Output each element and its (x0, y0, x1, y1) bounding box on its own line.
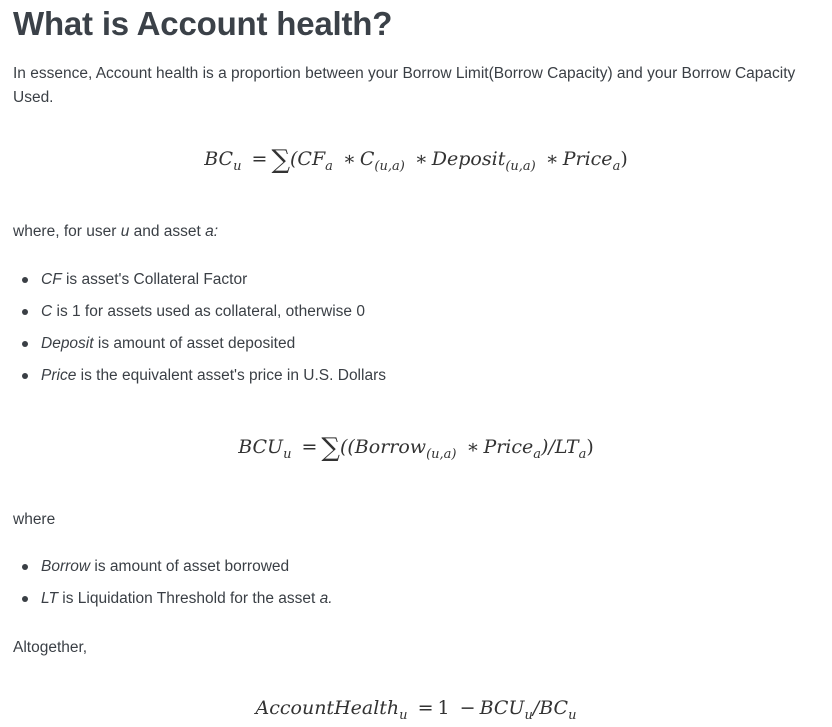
borrow-capacity-definitions (0, 268, 386, 396)
list-item: Price is the equivalent asset's price in U.S. Dollars (0, 364, 386, 396)
list-item: C is 1 for assets used as collateral, otherwise 0 (0, 300, 386, 332)
borrow-capacity-used-definitions (0, 555, 333, 619)
altogether-text: Altogether, (13, 639, 88, 656)
where-user-asset-text: where, for user u and asset a: (13, 223, 219, 240)
page-title: What is Account health? (13, 5, 393, 42)
borrow-capacity-formula: $BC_u = \sum(CF_a$ ∗ $C_{(u,a)}$ ∗ Deposit$_{(u,a)}$ ∗ Price$_a$) (204, 145, 628, 175)
account-health-formula: AccountHealth$_u$ = $1 - BCU_u/BC_u$ (255, 697, 577, 723)
list-item: Borrow is amount of asset borrowed (0, 555, 333, 587)
list-item: Deposit is amount of asset deposited (0, 332, 386, 364)
bullet-icon (22, 596, 28, 602)
bullet-icon (22, 277, 28, 283)
bullet-icon (22, 373, 28, 379)
where-text: where (13, 511, 56, 528)
bullet-icon (22, 564, 28, 570)
bullet-icon (22, 341, 28, 347)
bullet-icon (22, 309, 28, 315)
intro-paragraph: In essence, Account health is a proportion between your Borrow Limit(Borrow Capacity) and your Borrow Capacity Used. (13, 65, 796, 106)
list-item: LT is Liquidation Threshold for the asset a. (0, 587, 333, 619)
list-item: CF is asset's Collateral Factor (0, 268, 386, 300)
borrow-capacity-used-formula: $BCU_u$ = ∑((Borrow$_{(u,a)}$ ∗ $Price_a)/LT_a$) (238, 433, 594, 463)
